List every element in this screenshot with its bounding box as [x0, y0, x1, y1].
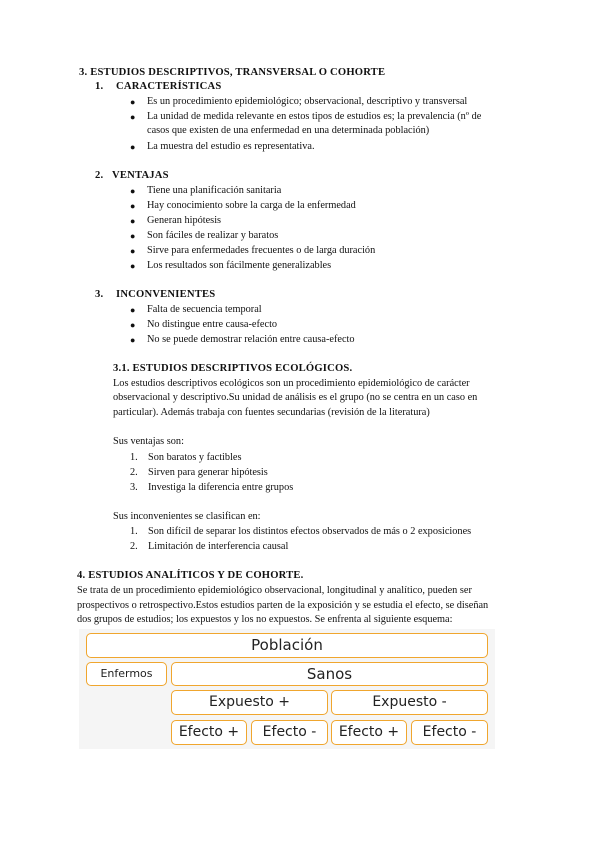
enfermos-box: Enfermos — [86, 662, 167, 686]
expuesto-positivo-box: Expuesto + — [171, 690, 328, 715]
bullet-icon: ● — [130, 320, 136, 330]
paragraph-line: dos grupos de estudios; los expuestos y los no expuestos. Se enfrenta al siguiente esquema: — [77, 614, 453, 625]
bullet-icon: ● — [130, 186, 136, 196]
poblacion-box: Población — [86, 633, 488, 658]
caracteristicas-heading: CARACTERÍSTICAS — [116, 81, 222, 92]
bullet-icon: ● — [130, 305, 136, 315]
paragraph-line: particular). Además trabaja con fuentes secundarias (revisión de la literatura) — [113, 407, 430, 418]
section-3-title: 3. ESTUDIOS DESCRIPTIVOS, TRANSVERSAL O COHORTE — [79, 67, 386, 78]
bullet-icon: ● — [130, 216, 136, 226]
caracteristicas-number: 1. — [95, 81, 104, 92]
bullet-icon: ● — [130, 97, 136, 107]
list-item-continuation: casos que existen de una enfermedad en una determinada población) — [147, 125, 430, 136]
section-4-title: 4. ESTUDIOS ANALÍTICOS Y DE COHORTE. — [77, 570, 304, 581]
subsection-3-1-title: 3.1. ESTUDIOS DESCRIPTIVOS ECOLÓGICOS. — [113, 363, 353, 374]
bullet-icon: ● — [130, 231, 136, 241]
sanos-box: Sanos — [171, 662, 488, 686]
bullet-icon: ● — [130, 142, 136, 152]
efecto-box: Efecto + — [171, 720, 247, 745]
efecto-box: Efecto - — [251, 720, 328, 745]
bullet-icon: ● — [130, 112, 136, 122]
inconvenientes-heading: INCONVENIENTES — [116, 289, 216, 300]
ventajas-intro: Sus ventajas son: — [113, 436, 184, 447]
paragraph-line: prospectivos o retrospectivo.Estos estudios parten de la exposición y se estudia el efecto, se diseñan — [77, 600, 489, 611]
efecto-box: Efecto + — [331, 720, 407, 745]
ventajas-number: 2. — [95, 170, 104, 181]
paragraph-line: Se trata de un procedimiento epidemiológico observacional, longitudinal y analítico, pueden ser — [77, 585, 472, 596]
inconvenientes-number: 3. — [95, 289, 104, 300]
cohort-diagram — [79, 629, 495, 749]
bullet-icon: ● — [130, 261, 136, 271]
expuesto-negativo-box: Expuesto - — [331, 690, 488, 715]
paragraph-line: observacional y descriptivo.Su unidad de análisis es el grupo (no se centra en un caso en — [113, 392, 478, 403]
efecto-box: Efecto - — [411, 720, 488, 745]
bullet-icon: ● — [130, 201, 136, 211]
bullet-icon: ● — [130, 335, 136, 345]
bullet-icon: ● — [130, 246, 136, 256]
inconvenientes-intro: Sus inconvenientes se clasifican en: — [113, 511, 261, 522]
ventajas-heading: VENTAJAS — [112, 170, 169, 181]
paragraph-line: Los estudios descriptivos ecológicos son un procedimiento epidemiológico de carácter — [113, 378, 470, 389]
